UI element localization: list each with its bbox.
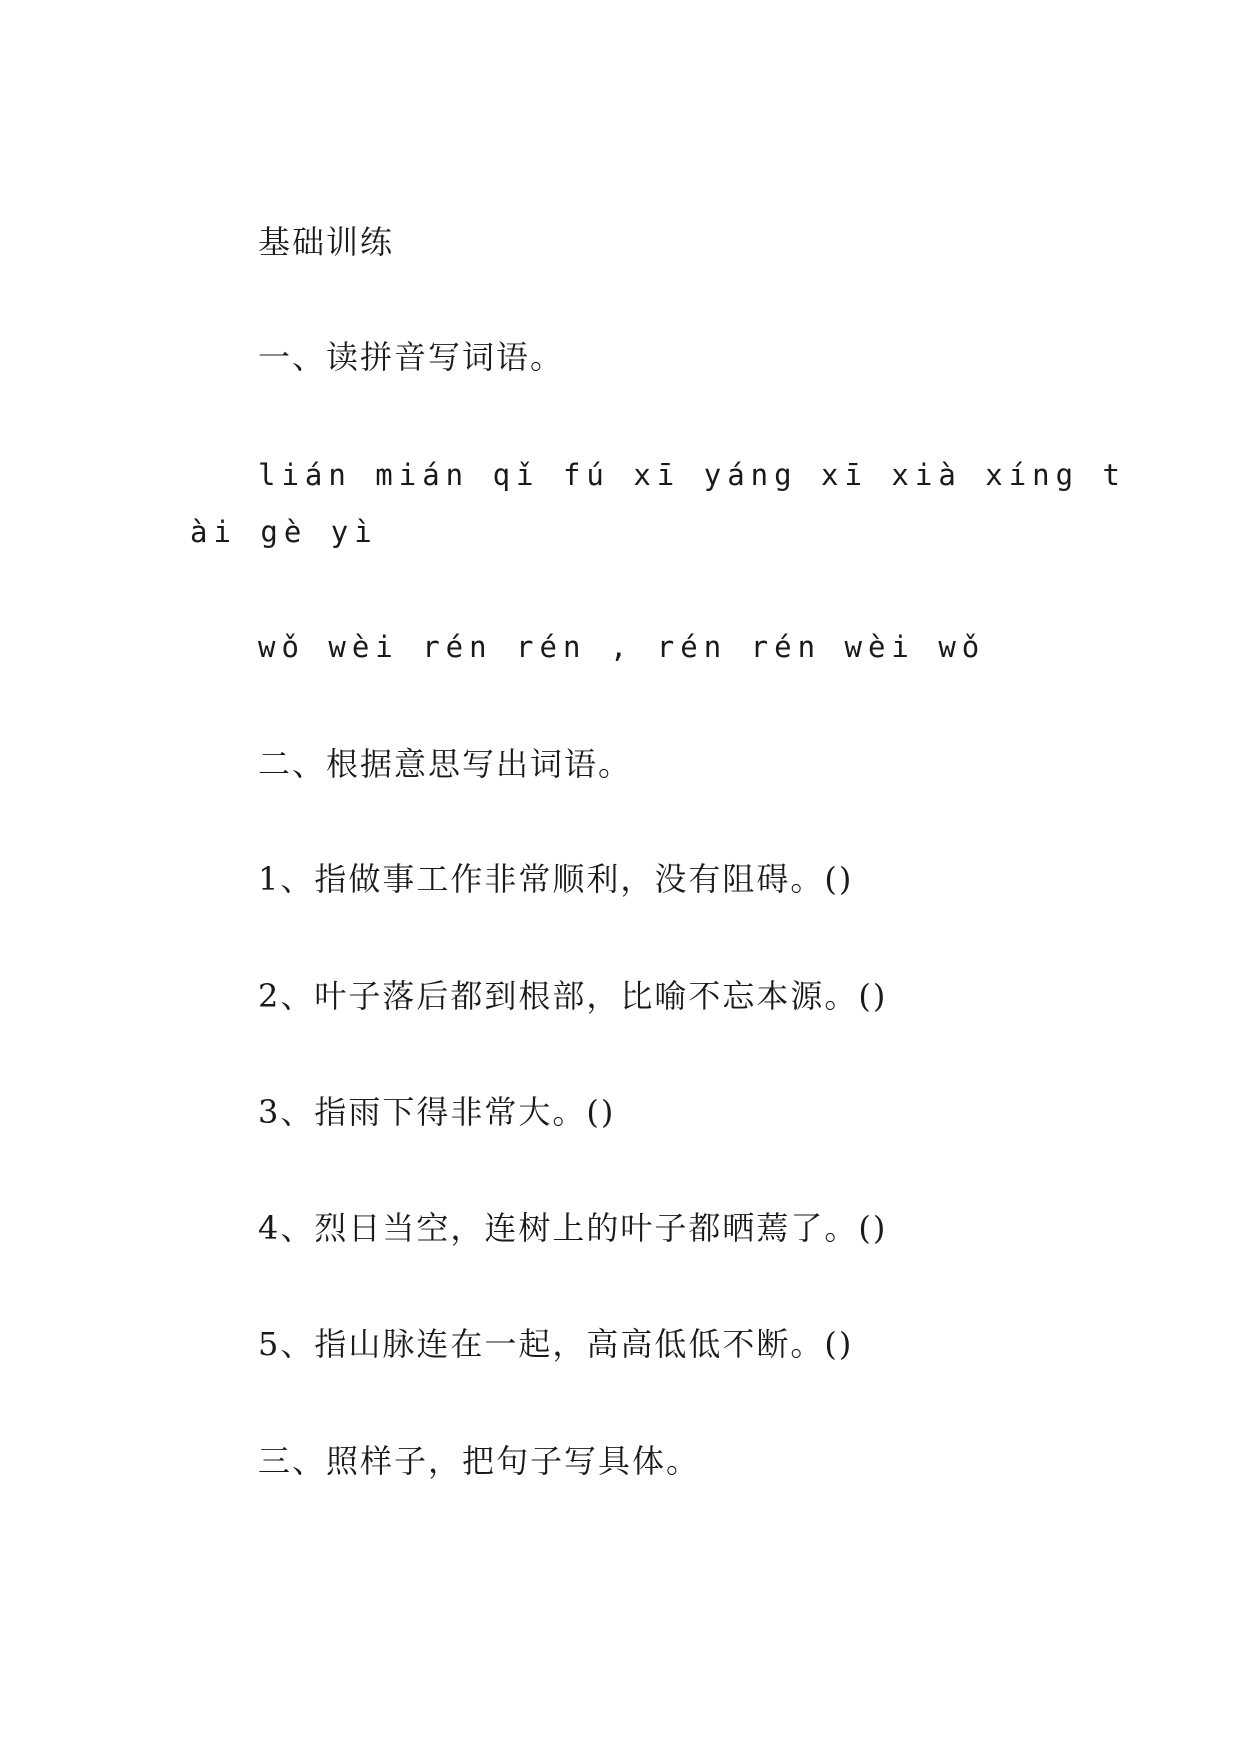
pinyin-line-1-continued: ài gè yì [190, 515, 378, 549]
page-title: 基础训练 [258, 223, 395, 261]
question-item: 5、指山脉连在一起，高高低低不断。() [258, 1325, 854, 1363]
section1-heading: 一、读拼音写词语。 [258, 338, 565, 376]
question-item: 2、叶子落后都到根部，比喻不忘本源。() [258, 977, 888, 1015]
question-item: 4、烈日当空，连树上的叶子都晒蔫了。() [258, 1209, 888, 1247]
section2-heading: 二、根据意思写出词语。 [258, 745, 633, 783]
pinyin-line-1: lián mián qǐ fú xī yáng xī xià xíng t [258, 458, 1127, 492]
question-item: 1、指做事工作非常顺利，没有阻碍。() [258, 860, 854, 898]
question-item: 3、指雨下得非常大。() [258, 1093, 616, 1131]
section3-heading: 三、照样子，把句子写具体。 [258, 1442, 701, 1480]
pinyin-line-2: wǒ wèi rén rén , rén rén wèi wǒ [258, 630, 986, 664]
